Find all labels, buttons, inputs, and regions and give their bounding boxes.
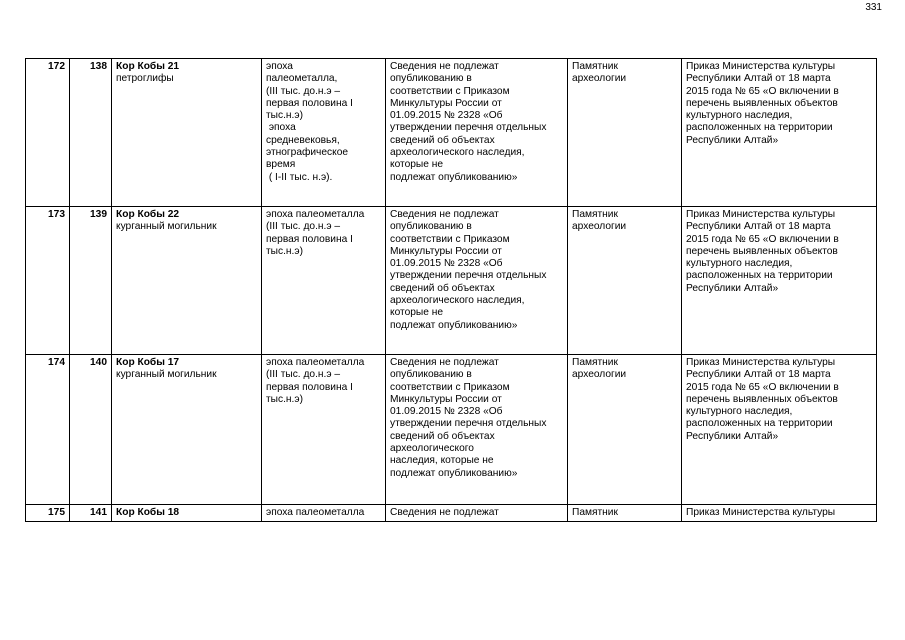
- table-row: [26, 59, 877, 207]
- object-name-cell: [112, 505, 262, 522]
- location-line: утверждении перечня отдельных: [390, 418, 547, 430]
- category-line: Памятник: [572, 209, 618, 220]
- location-line: 01.09.2015 № 2328 «Об: [390, 406, 503, 418]
- dating-line: эпоха палеометалла: [266, 209, 365, 220]
- location-line: подлежат опубликованию»: [390, 467, 518, 479]
- document-line: перечень выявленных объектов: [686, 393, 838, 405]
- document-line: Республики Алтай»: [686, 282, 779, 294]
- dating-line: первая половина I: [266, 97, 353, 109]
- document-line: 2015 года № 65 «О включении в: [686, 233, 839, 245]
- dating-line: тыс.н.э): [266, 110, 303, 122]
- location-line: Минкультуры России от: [390, 97, 502, 109]
- object-type: курганный могильник: [116, 369, 217, 381]
- registry-number: 138: [70, 59, 112, 207]
- category-cell: [568, 59, 682, 207]
- registry-number: 139: [70, 207, 112, 355]
- dating-cell: [262, 207, 386, 355]
- location-line: археологического: [390, 443, 474, 455]
- document-line: Приказ Министерства культуры: [686, 357, 836, 368]
- location-line: Сведения не подлежат: [390, 357, 499, 368]
- dating-line: этнографическое: [266, 147, 349, 159]
- page-number: 331: [865, 2, 882, 13]
- dating-line: эпоха: [266, 122, 296, 134]
- location-line: археологического наследия,: [390, 147, 525, 159]
- location-line: соответствии с Приказом: [390, 381, 510, 393]
- location-line: опубликованию в: [390, 221, 472, 233]
- dating-line: (III тыс. до.н.э –: [266, 85, 341, 97]
- location-line: опубликованию в: [390, 73, 472, 85]
- document-line: перечень выявленных объектов: [686, 97, 838, 109]
- document-line: культурного наследия,: [686, 110, 793, 122]
- document-line: Республики Алтай»: [686, 430, 779, 442]
- location-line: Минкультуры России от: [390, 245, 502, 257]
- document-line: Приказ Министерства культуры: [686, 209, 836, 220]
- location-line: наследия, которые не: [390, 455, 494, 467]
- document-line: расположенных на территории: [686, 270, 833, 282]
- document-line: 2015 года № 65 «О включении в: [686, 381, 839, 393]
- location-line: археологического наследия,: [390, 295, 525, 307]
- dating-line: палеометалла,: [266, 73, 338, 85]
- category-line: археологии: [572, 221, 627, 233]
- register-table: [25, 58, 877, 522]
- location-line: Сведения не подлежат: [390, 507, 499, 518]
- location-cell: [386, 355, 568, 505]
- location-cell: [386, 59, 568, 207]
- document-line: Республики Алтай»: [686, 134, 779, 146]
- document-line: культурного наследия,: [686, 406, 793, 418]
- dating-cell: [262, 505, 386, 522]
- table-row: [26, 207, 877, 355]
- dating-line: время: [266, 159, 296, 171]
- row-number: 172: [26, 59, 70, 207]
- document-line: Республики Алтай от 18 марта: [686, 369, 831, 381]
- table-row: [26, 505, 877, 522]
- object-name: Кор Кобы 17: [116, 357, 180, 368]
- location-line: Сведения не подлежат: [390, 61, 499, 72]
- object-name-cell: [112, 207, 262, 355]
- category-line: археологии: [572, 73, 627, 85]
- category-line: Памятник: [572, 61, 618, 72]
- location-line: подлежат опубликованию»: [390, 319, 518, 331]
- document-line: перечень выявленных объектов: [686, 245, 838, 257]
- dating-line: средневековья,: [266, 134, 340, 146]
- location-line: соответствии с Приказом: [390, 233, 510, 245]
- location-cell: [386, 505, 568, 522]
- row-number: 175: [26, 505, 70, 522]
- location-line: сведений об объектах: [390, 430, 495, 442]
- document-cell: [682, 355, 877, 505]
- location-line: опубликованию в: [390, 369, 472, 381]
- document-line: расположенных на территории: [686, 122, 833, 134]
- location-line: соответствии с Приказом: [390, 85, 510, 97]
- dating-cell: [262, 355, 386, 505]
- document-line: культурного наследия,: [686, 258, 793, 270]
- object-name-cell: [112, 355, 262, 505]
- object-type: курганный могильник: [116, 221, 217, 233]
- category-cell: [568, 355, 682, 505]
- location-line: утверждении перечня отдельных: [390, 122, 547, 134]
- location-line: 01.09.2015 № 2328 «Об: [390, 110, 503, 122]
- category-cell: [568, 207, 682, 355]
- location-line: сведений об объектах: [390, 282, 495, 294]
- object-name: Кор Кобы 18: [116, 507, 180, 518]
- document-cell: [682, 505, 877, 522]
- object-type: петроглифы: [116, 73, 174, 85]
- object-name-cell: [112, 59, 262, 207]
- document-line: Приказ Министерства культуры: [686, 507, 836, 518]
- dating-line: ( I-II тыс. н.э).: [266, 171, 333, 183]
- category-line: археологии: [572, 369, 627, 381]
- document-line: Приказ Министерства культуры: [686, 61, 836, 72]
- object-name: Кор Кобы 21: [116, 61, 180, 72]
- category-line: Памятник: [572, 507, 618, 518]
- dating-line: (III тыс. до.н.э –: [266, 369, 341, 381]
- registry-number: 140: [70, 355, 112, 505]
- dating-line: тыс.н.э): [266, 393, 303, 405]
- dating-line: (III тыс. до.н.э –: [266, 221, 341, 233]
- location-line: которые не: [390, 159, 444, 171]
- registry-number: 141: [70, 505, 112, 522]
- document-line: 2015 года № 65 «О включении в: [686, 85, 839, 97]
- object-name: Кор Кобы 22: [116, 209, 180, 220]
- dating-line: эпоха палеометалла: [266, 507, 365, 518]
- table-row: [26, 355, 877, 505]
- location-cell: [386, 207, 568, 355]
- document-line: Республики Алтай от 18 марта: [686, 221, 831, 233]
- location-line: утверждении перечня отдельных: [390, 270, 547, 282]
- dating-line: эпоха: [266, 61, 293, 72]
- dating-line: первая половина I: [266, 233, 353, 245]
- location-line: Сведения не подлежат: [390, 209, 499, 220]
- location-line: 01.09.2015 № 2328 «Об: [390, 258, 503, 270]
- document-cell: [682, 207, 877, 355]
- document-line: Республики Алтай от 18 марта: [686, 73, 831, 85]
- document-line: расположенных на территории: [686, 418, 833, 430]
- location-line: которые не: [390, 307, 444, 319]
- document-cell: [682, 59, 877, 207]
- category-line: Памятник: [572, 357, 618, 368]
- dating-line: первая половина I: [266, 381, 353, 393]
- row-number: 173: [26, 207, 70, 355]
- location-line: Минкультуры России от: [390, 393, 502, 405]
- location-line: подлежат опубликованию»: [390, 171, 518, 183]
- location-line: сведений об объектах: [390, 134, 495, 146]
- dating-cell: [262, 59, 386, 207]
- row-number: 174: [26, 355, 70, 505]
- dating-line: тыс.н.э): [266, 245, 303, 257]
- category-cell: [568, 505, 682, 522]
- dating-line: эпоха палеометалла: [266, 357, 365, 368]
